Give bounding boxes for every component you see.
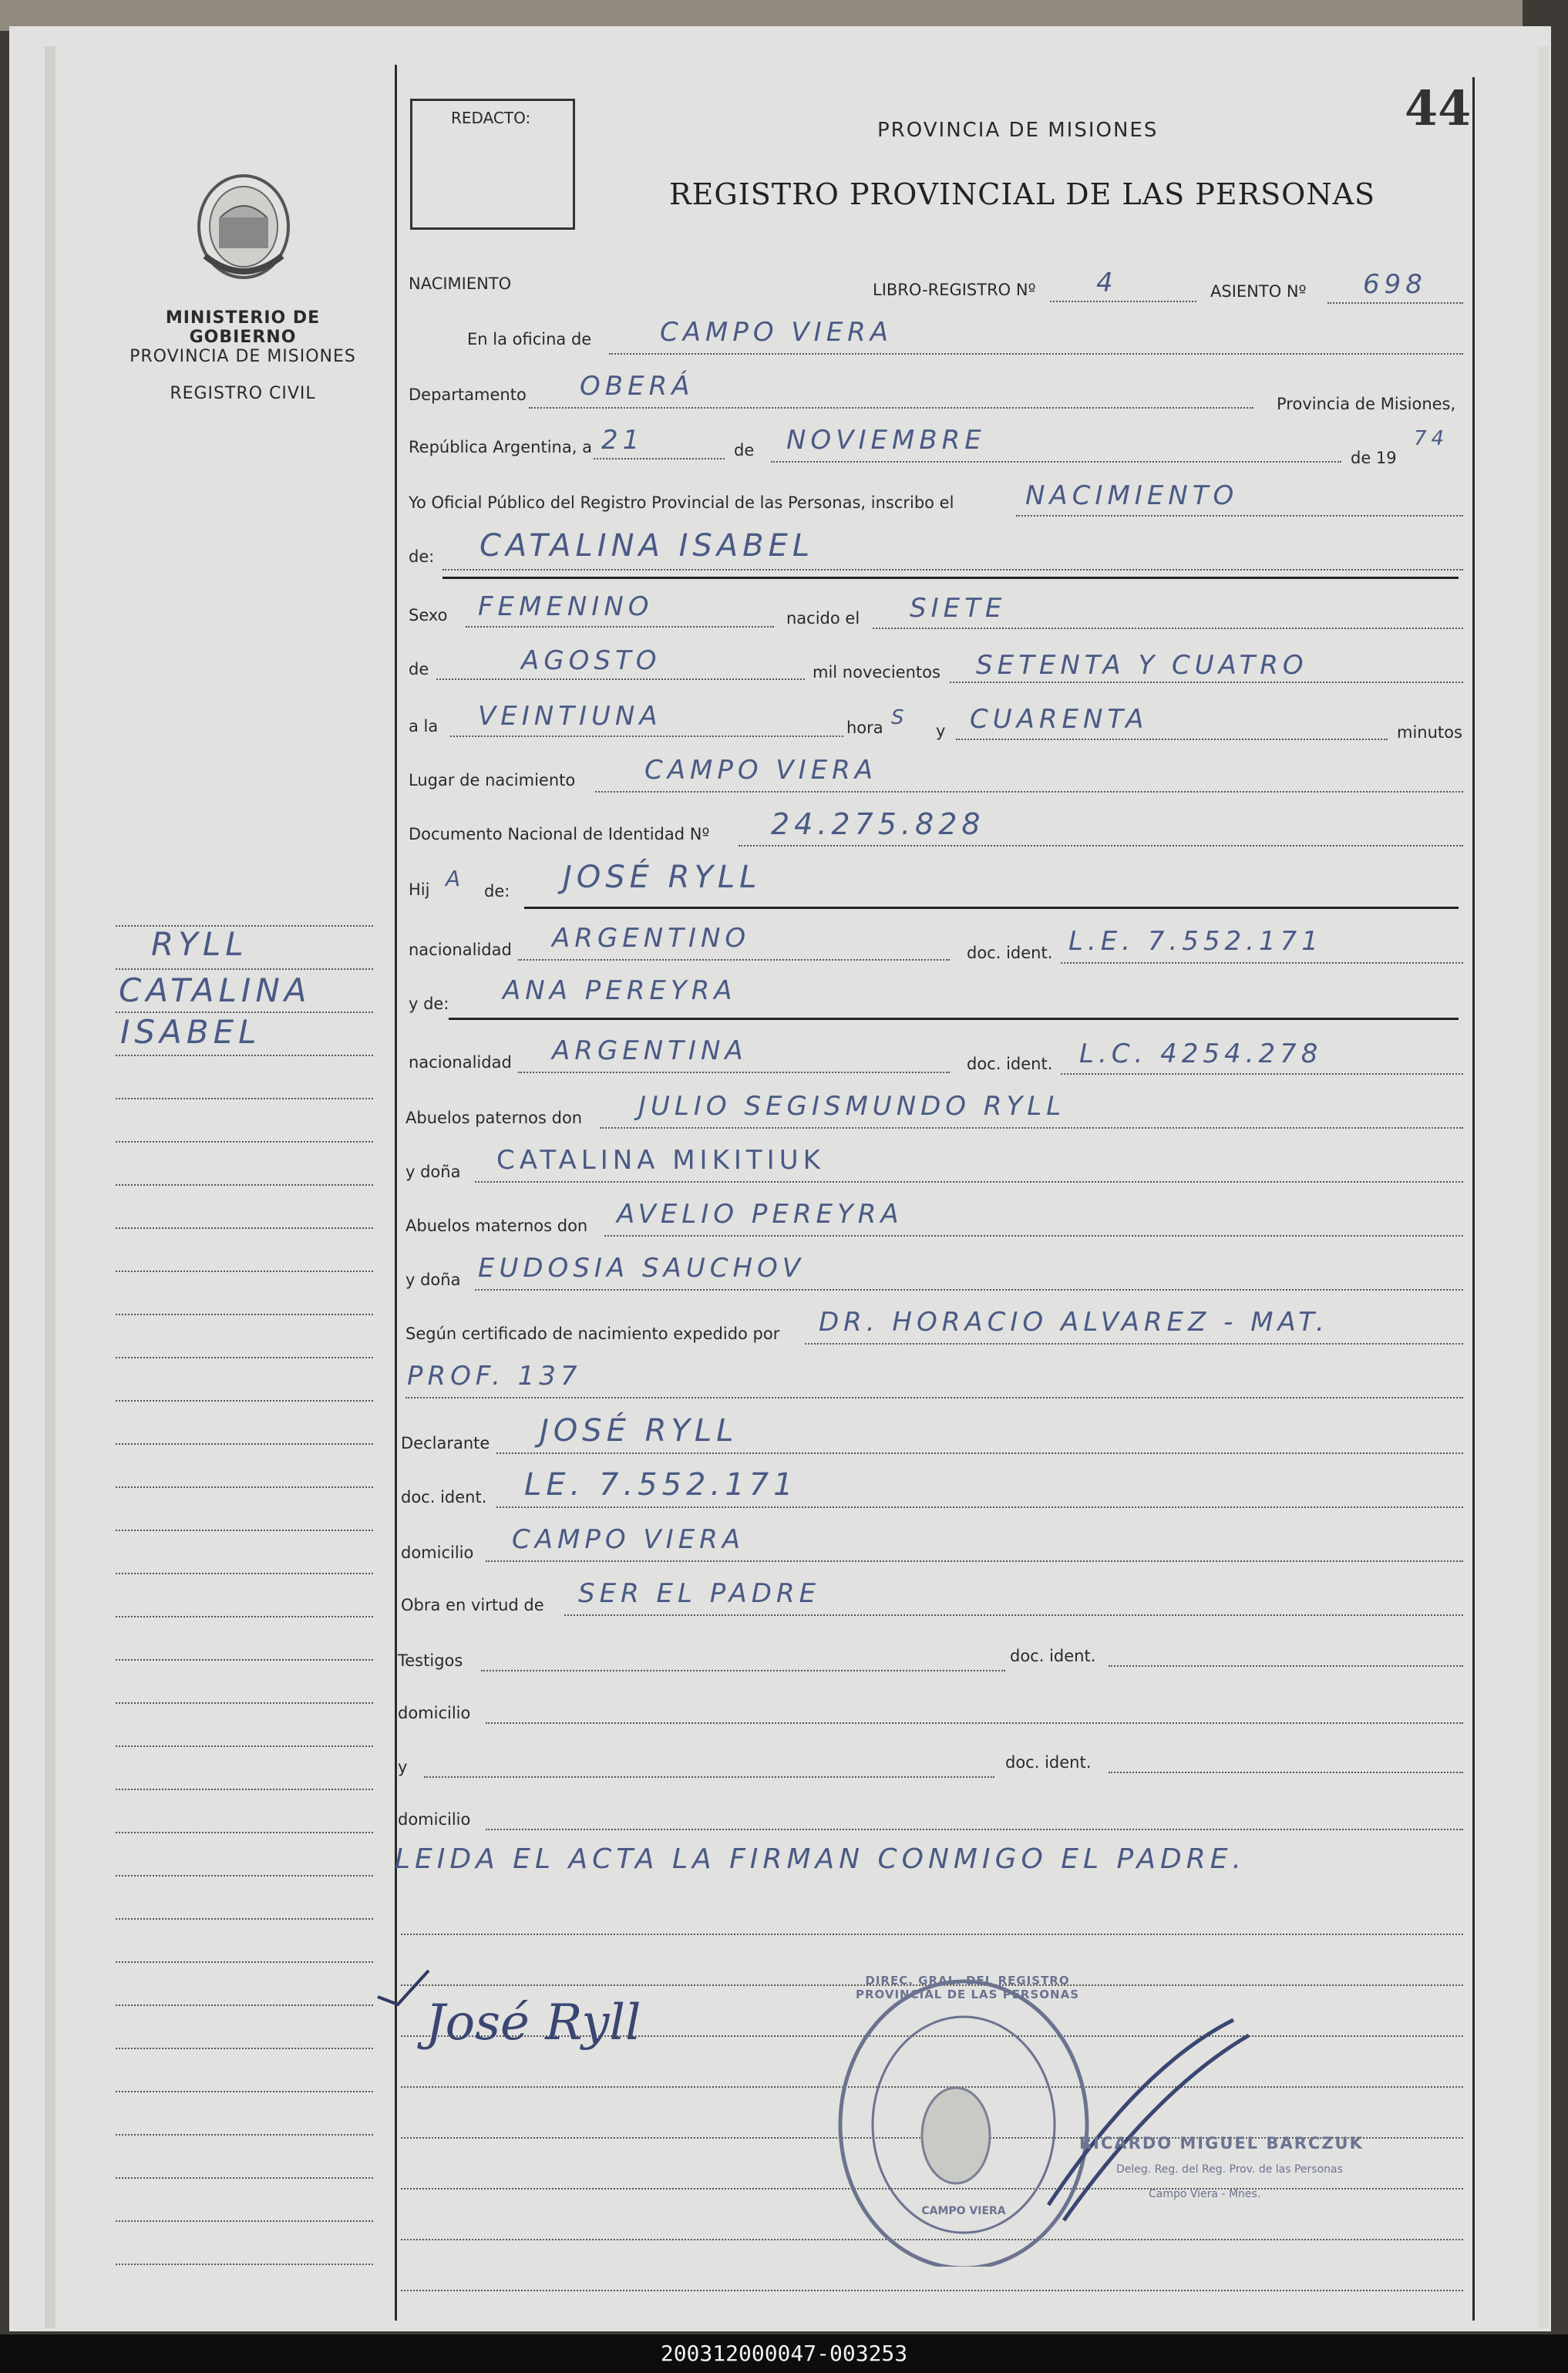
redacto-label: REDACTO:: [451, 109, 531, 127]
coat-of-arms: [190, 171, 298, 290]
hora-suffix: S: [891, 706, 909, 729]
dni-line: [739, 845, 1463, 847]
margin-rule: [116, 2091, 373, 2092]
testigo2-line: [424, 1776, 994, 1778]
dia-nac-value: SIETE: [910, 593, 1007, 624]
nombre-rule: [442, 577, 1459, 579]
declarante-value: JOSÉ RYLL: [540, 1413, 739, 1449]
obra-value: SER EL PADRE: [578, 1578, 821, 1609]
madre-doc-label: doc. ident.: [967, 1055, 1053, 1073]
stamp-official-line2: Deleg. Reg. del Reg. Prov. de las Personas: [1116, 2163, 1343, 2176]
abuelo-m-label: Abuelos maternos don: [405, 1217, 588, 1235]
margin-rule: [116, 1271, 373, 1272]
margin-rule: [116, 2177, 373, 2179]
madre-value: ANA PEREYRA: [503, 975, 737, 1006]
stamp-official-line3: Campo Viera - Mnes.: [1149, 2188, 1261, 2200]
hij-de-label: de:: [484, 882, 510, 900]
inscribo-label: Yo Oficial Público del Registro Provincial de las Personas, inscribo el: [409, 493, 954, 512]
margin-rule: [116, 1098, 373, 1099]
testigo1-dom-line: [486, 1722, 1463, 1724]
civil-registry-label: REGISTRO CIVIL: [170, 384, 316, 403]
mes-nac-line: [436, 678, 805, 680]
padre-nacionalidad-label: nacionalidad: [409, 941, 512, 959]
testigos-line: [481, 1670, 1005, 1671]
lugar-label: Lugar de nacimiento: [409, 771, 576, 789]
main-rule: [401, 2290, 1463, 2291]
certificado-line: [805, 1343, 1463, 1345]
nacido-label: nacido el: [786, 609, 860, 628]
mes-nac-value: AGOSTO: [521, 645, 661, 676]
oficina-label: En la oficina de: [467, 330, 592, 348]
declarant-signature: José Ryll: [426, 1994, 641, 2052]
hij-label: Hij: [409, 880, 430, 899]
abuelo-p-value: JULIO SEGISMUNDO RYLL: [638, 1091, 1066, 1122]
hora-label: hora: [846, 719, 883, 737]
abuelo-p-label: Abuelos paternos don: [405, 1109, 583, 1127]
abuela-m-label: y doña: [405, 1271, 461, 1289]
redacto-box: [410, 99, 575, 230]
decl-dom-line: [486, 1560, 1463, 1562]
dia-line: [594, 458, 725, 459]
province-label: PROVINCIA DE MISIONES: [130, 347, 356, 366]
tipo-line: [1016, 515, 1463, 517]
madre-doc-line: [1061, 1073, 1463, 1075]
testigo2-doc-label: doc. ident.: [1005, 1753, 1092, 1772]
padre-doc-value: L.E. 7.552.171: [1068, 926, 1323, 957]
madre-nac-value: ARGENTINA: [552, 1035, 748, 1066]
padre-value: JOSÉ RYLL: [563, 860, 762, 895]
margin-rule: [116, 2220, 373, 2222]
declarante-line: [496, 1452, 1463, 1454]
oficina-value: CAMPO VIERA: [660, 317, 893, 348]
anio-nac-line: [950, 682, 1463, 683]
minutos-nac-value: CUARENTA: [970, 704, 1149, 735]
margin-rule: [116, 2004, 373, 2006]
hora-line: [450, 735, 843, 737]
stamp-inner-text: CAMPO VIERA: [921, 2205, 1006, 2217]
testigo2-dom-label: domicilio: [398, 1810, 471, 1829]
libro-value: 4: [1096, 268, 1118, 298]
asiento-label: ASIENTO Nº: [1210, 282, 1307, 301]
libro-label: LIBRO-REGISTRO Nº: [873, 281, 1036, 299]
libro-line: [1050, 301, 1196, 302]
main-rule: [401, 1934, 1463, 1935]
abuela-m-line: [475, 1289, 1463, 1291]
abuelo-m-line: [604, 1235, 1463, 1237]
y-label: y: [936, 722, 946, 740]
madre-nacionalidad-label: nacionalidad: [409, 1053, 512, 1072]
margin-rule: [116, 1702, 373, 1704]
padre-nac-line: [518, 959, 950, 961]
signature-tick: [375, 1966, 436, 2015]
madre-rule: [449, 1018, 1459, 1020]
nombre-line: [442, 569, 1463, 571]
certificado-label: Según certificado de nacimiento expedido por: [405, 1325, 780, 1343]
ministry-label: MINISTERIO DE GOBIERNO: [165, 308, 321, 347]
stamp-official-name: RICARDO MIGUEL BARCZUK: [1079, 2134, 1364, 2153]
decl-doc-label: doc. ident.: [401, 1488, 487, 1506]
year-prefix-label: de 19: [1351, 449, 1397, 467]
mes-value: NOVIEMBRE: [786, 425, 986, 456]
margin-rule: [116, 1141, 373, 1143]
margin-rule: [116, 1961, 373, 1963]
margin-rule: [116, 1486, 373, 1488]
dni-value: 24.275.828: [771, 807, 985, 841]
mil-novecientos-label: mil novecientos: [813, 663, 940, 682]
lugar-line: [595, 791, 1463, 793]
decl-doc-value: LE. 7.552.171: [524, 1467, 798, 1503]
tipo-value: NACIMIENTO: [1025, 480, 1239, 511]
margin-rule: [116, 1055, 373, 1056]
margin-note-name1: CATALINA: [119, 971, 311, 1009]
registry-title: REGISTRO PROVINCIAL DE LAS PERSONAS: [669, 177, 1376, 211]
margin-note-surname: RYLL: [151, 925, 248, 963]
madre-doc-value: L.C. 4254.278: [1079, 1038, 1323, 1069]
margin-rule: [116, 968, 373, 970]
page-edge: [1538, 46, 1549, 2328]
margin-rule: [116, 1573, 373, 1574]
margin-rule: [116, 1875, 373, 1877]
margin-rule: [116, 1616, 373, 1617]
padre-doc-label: doc. ident.: [967, 944, 1053, 962]
oficina-line: [609, 353, 1463, 355]
margin-rule: [116, 1745, 373, 1747]
sexo-value: FEMENINO: [478, 591, 654, 622]
abuelo-p-line: [600, 1127, 1463, 1129]
dia-nac-line: [873, 628, 1463, 629]
margin-rule: [116, 1357, 373, 1358]
dia-value: 21: [601, 425, 644, 456]
year-value: 74: [1414, 427, 1449, 450]
hora-nac-value: VEINTIUNA: [478, 701, 662, 732]
official-stamp: [817, 1974, 1449, 2267]
margin-rule: [116, 1227, 373, 1229]
testigo2-dom-line: [486, 1829, 1463, 1830]
mes-nac-de-label: de: [409, 660, 429, 678]
certificado-value2: PROF. 137: [407, 1361, 582, 1392]
mes-line: [771, 461, 1341, 463]
margin-rule: [116, 1530, 373, 1531]
page-number: 44: [1405, 80, 1472, 136]
abuela-m-value: EUDOSIA SAUCHOV: [478, 1253, 806, 1284]
ala-label: a la: [409, 717, 439, 735]
margin-rule: [116, 1789, 373, 1790]
margin-rule: [116, 1400, 373, 1402]
testigo2-y-label: y: [398, 1758, 408, 1776]
margin-rule: [116, 1918, 373, 1920]
departamento-line: [529, 407, 1253, 409]
nombre-value: CATALINA ISABEL: [479, 528, 815, 564]
obra-line: [564, 1614, 1463, 1616]
nacimiento-label: NACIMIENTO: [409, 274, 512, 293]
testigo1-dom-label: domicilio: [398, 1704, 471, 1722]
departamento-label: Departamento: [409, 385, 527, 404]
hij-suffix: A: [446, 866, 466, 891]
page-spine: [45, 46, 56, 2328]
dni-label: Documento Nacional de Identidad Nº: [409, 825, 710, 843]
padre-rule: [524, 907, 1459, 909]
madre-nac-line: [518, 1072, 950, 1073]
abuela-p-line: [475, 1181, 1463, 1183]
republica-label: República Argentina, a: [409, 438, 592, 456]
asiento-value: 698: [1363, 269, 1427, 300]
obra-label: Obra en virtud de: [401, 1596, 544, 1614]
margin-rule: [116, 1184, 373, 1186]
sexo-label: Sexo: [409, 606, 448, 624]
margin-rule: [116, 2048, 373, 2049]
padre-doc-line: [1061, 962, 1463, 964]
margin-rule: [116, 1832, 373, 1833]
asiento-line: [1327, 302, 1463, 304]
abuelo-m-value: AVELIO PEREYRA: [617, 1199, 903, 1230]
margin-rule: [116, 2264, 373, 2265]
provincia-label: Provincia de Misiones,: [1277, 395, 1456, 413]
abuela-p-value: CATALINA MIKITIUK: [496, 1145, 825, 1176]
margin-rule: [116, 1314, 373, 1315]
margin-rule: [116, 1659, 373, 1661]
decl-doc-line: [496, 1506, 1463, 1508]
departamento-value: OBERÁ: [580, 371, 695, 402]
testigo1-doc-line: [1109, 1665, 1463, 1667]
testigos-label: Testigos: [398, 1651, 463, 1670]
testigo1-doc-label: doc. ident.: [1010, 1647, 1096, 1665]
anio-nac-value: SETENTA Y CUATRO: [976, 650, 1308, 681]
closing-statement: LEIDA EL ACTA LA FIRMAN CONMIGO EL PADRE.: [395, 1843, 1246, 1875]
certificado-line2: [405, 1397, 1463, 1399]
mes-de-label: de: [734, 441, 755, 459]
abuela-p-label: y doña: [405, 1163, 461, 1181]
province-header: PROVINCIA DE MISIONES: [877, 119, 1159, 142]
margin-note-name2: ISABEL: [120, 1013, 261, 1051]
madre-de-label: y de:: [409, 995, 449, 1013]
nombre-de-label: de:: [409, 547, 435, 566]
margin-rule: [116, 1443, 373, 1445]
declarante-label: Declarante: [401, 1434, 490, 1452]
sexo-line: [466, 626, 774, 628]
margin-rule: [116, 2134, 373, 2136]
lugar-value: CAMPO VIERA: [644, 755, 878, 786]
testigo2-doc-line: [1109, 1772, 1463, 1773]
stamp-ring-text: DIREC. GRAL. DEL REGISTRO PROVINCIAL DE LAS PERSONAS: [855, 1974, 1080, 2001]
decl-dom-value: CAMPO VIERA: [512, 1524, 745, 1555]
decl-dom-label: domicilio: [401, 1543, 474, 1562]
minutos-label: minutos: [1397, 723, 1462, 742]
right-border: [1472, 77, 1475, 2321]
padre-nac-value: ARGENTINO: [552, 923, 751, 954]
archive-id: 200312000047-003253: [660, 2341, 908, 2366]
certificado-value: DR. HORACIO ALVAREZ - MAT.: [819, 1307, 1329, 1338]
minutos-line: [956, 739, 1388, 740]
